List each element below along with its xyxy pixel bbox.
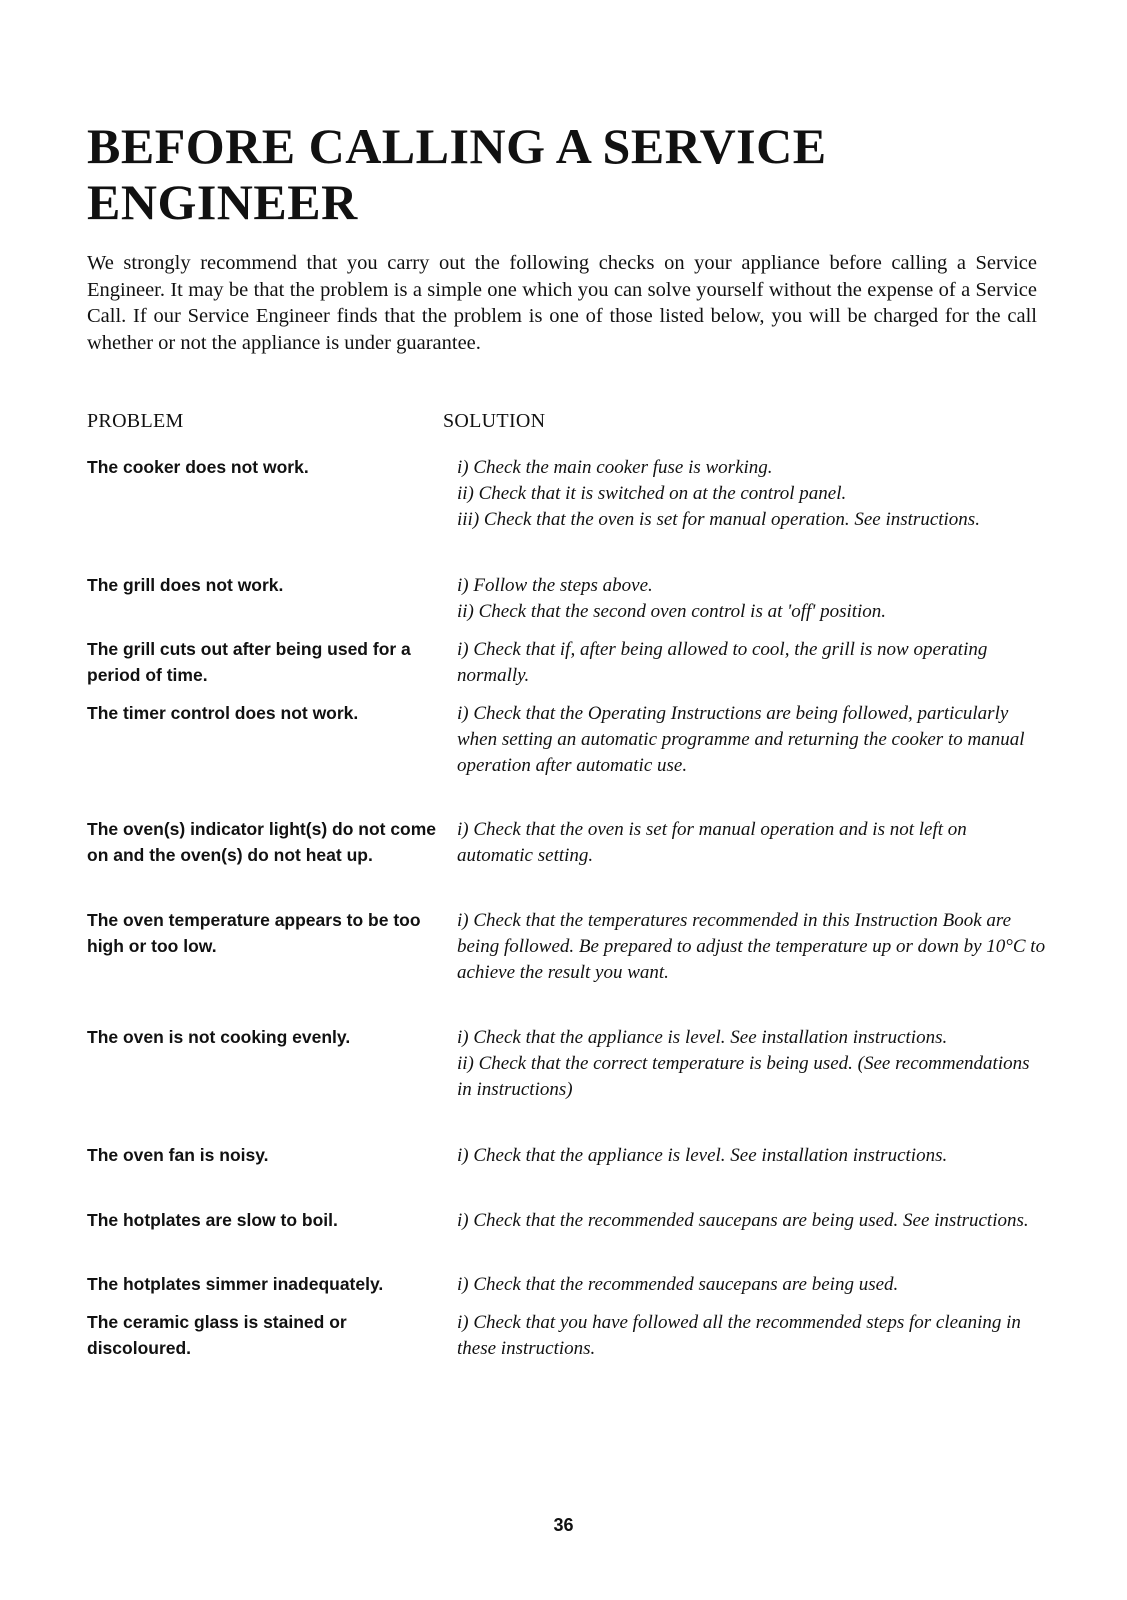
solution-item: i) Check that the recommended saucepans are being used. [457, 1274, 899, 1295]
solution-item: ii) Check that the second oven control is at 'off' position. [457, 601, 887, 622]
solution-list [457, 1272, 1047, 1298]
problem-text: The hotplates are slow to boil. [87, 1210, 338, 1230]
problem-column-header: PROBLEM [87, 410, 184, 432]
solution-list [457, 1310, 1047, 1362]
problem-text: The oven(s) indicator light(s) do not come on and the oven(s) do not heat up. [87, 819, 437, 865]
problem-text: The timer control does not work. [87, 703, 359, 723]
solution-item: i) Check that you have followed all the recommended steps for cleaning in these instructions. [457, 1312, 1021, 1359]
solution-list [457, 908, 1047, 986]
problem-text: The oven fan is noisy. [87, 1145, 269, 1165]
solution-list [457, 701, 1047, 779]
problem-text: The oven temperature appears to be too high or too low. [87, 910, 421, 956]
solution-item: i) Follow the steps above. [457, 575, 653, 596]
problem-text: The ceramic glass is stained or discoloured. [87, 1312, 347, 1358]
solution-item: ii) Check that it is switched on at the control panel. [457, 483, 847, 504]
solution-item: i) Check that the appliance is level. See installation instructions. [457, 1027, 948, 1048]
solution-list [457, 573, 1047, 625]
solution-list [457, 637, 1047, 689]
solution-list [457, 1025, 1047, 1103]
problem-text: The hotplates simmer inadequately. [87, 1274, 384, 1294]
solution-item: i) Check that the recommended saucepans are being used. See instructions. [457, 1210, 1029, 1231]
solution-item: i) Check that if, after being allowed to cool, the grill is now operating normally. [457, 639, 988, 686]
solution-item: ii) Check that the correct temperature is being used. (See recommendations in instructions) [457, 1053, 1030, 1100]
solution-item: i) Check that the temperatures recommended in this Instruction Book are being followed. Be prepared to adjust the temperature up or down by 10°C to achieve the result you want. [457, 910, 1046, 983]
solution-item: i) Check that the oven is set for manual operation and is not left on automatic setting. [457, 819, 967, 866]
solution-item: iii) Check that the oven is set for manual operation. See instructions. [457, 509, 980, 530]
solution-list [457, 1208, 1047, 1234]
page-number: 36 [553, 1515, 574, 1535]
problem-text: The oven is not cooking evenly. [87, 1027, 351, 1047]
intro-paragraph: We strongly recommend that you carry out the following checks on your appliance before calling a Service Engineer. It may be that the problem is a simple one which you can solve yourself without the expense of a Service Call. If our Service Engineer finds that the problem is one of those listed below, you will be charged for the call whether or not the appliance is under guarantee. [87, 252, 1037, 354]
solution-item: i) Check that the Operating Instructions are being followed, particularly when setting an automatic programme and returning the cooker to manual operation after automatic use. [457, 703, 1025, 776]
problem-text: The grill does not work. [87, 575, 284, 595]
solution-list [457, 817, 1047, 869]
page-title: BEFORE CALLING A SERVICE ENGINEER [87, 118, 827, 230]
solution-item: i) Check that the appliance is level. See installation instructions. [457, 1145, 948, 1166]
problem-text: The grill cuts out after being used for a period of time. [87, 639, 411, 685]
problem-text: The cooker does not work. [87, 457, 309, 477]
solution-list [457, 455, 1047, 533]
solution-column-header: SOLUTION [443, 410, 546, 432]
solution-item: i) Check the main cooker fuse is working. [457, 457, 773, 478]
solution-list [457, 1143, 1047, 1169]
